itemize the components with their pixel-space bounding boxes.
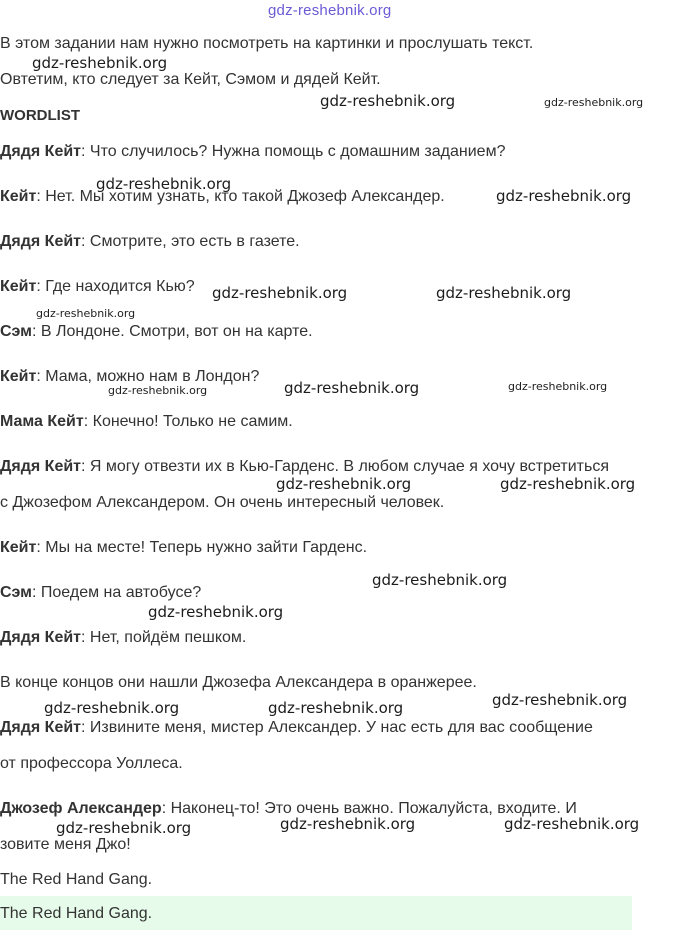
watermark: gdz-reshebnik.org bbox=[504, 815, 640, 833]
dialogue-line bbox=[0, 718, 593, 738]
speech-text: : Что случилось? Нужна помощь с домашним заданием? bbox=[81, 143, 506, 160]
site-header-link[interactable]: gdz-reshebnik.org bbox=[268, 2, 392, 19]
speech-text: : В Лондоне. Смотри, вот он на карте. bbox=[32, 323, 313, 340]
dialogue-line bbox=[0, 232, 300, 252]
wordlist-heading: WORDLIST bbox=[0, 107, 80, 124]
speech-text: : Где находится Кью? bbox=[36, 278, 195, 295]
speech-text: : Поедем на автобусе? bbox=[32, 584, 202, 601]
speech-text: : Нет. Мы хотим узнать, кто такой Джозеф Александер. bbox=[36, 188, 445, 205]
speech-text: : Наконец-то! Это очень важно. Пожалуйста, входите. И bbox=[161, 800, 577, 817]
watermark: gdz-reshebnik.org bbox=[268, 699, 404, 717]
dialogue-line bbox=[0, 142, 505, 162]
speech-text: : Мама, можно нам в Лондон? bbox=[36, 368, 260, 385]
speaker-name: Сэм bbox=[0, 323, 33, 340]
watermark: gdz-reshebnik.org bbox=[280, 815, 416, 833]
speaker-name: Сэм bbox=[0, 584, 33, 601]
speaker-name: Кейт bbox=[0, 368, 37, 385]
watermark: gdz-reshebnik.org bbox=[44, 699, 180, 717]
speech-text: : Нет, пойдём пешком. bbox=[81, 629, 247, 646]
gang-title-highlighted: The Red Hand Gang. bbox=[0, 905, 153, 922]
speech-text: : Мы на месте! Теперь нужно зайти Гарденс. bbox=[36, 539, 368, 556]
speaker-name: Джозеф Александер bbox=[0, 800, 162, 817]
watermark: gdz-reshebnik.org bbox=[276, 475, 412, 493]
speaker-name: Дядя Кейт bbox=[0, 458, 82, 475]
speaker-name: Кейт bbox=[0, 188, 37, 205]
intro-line-2: Овтетим, кто следует за Кейт, Сэмом и дядей Кейт. bbox=[0, 71, 381, 88]
speech-text: : Конечно! Только не самим. bbox=[83, 413, 293, 430]
watermark: gdz-reshebnik.org bbox=[108, 384, 208, 397]
watermark: gdz-reshebnik.org bbox=[496, 187, 632, 205]
dialogue-line bbox=[0, 583, 201, 603]
dialogue-continuation: от профессора Уоллеса. bbox=[0, 755, 183, 772]
gang-title: The Red Hand Gang. bbox=[0, 871, 153, 888]
watermark: gdz-reshebnik.org bbox=[436, 284, 572, 302]
watermark: gdz-reshebnik.org bbox=[372, 571, 508, 589]
speech-text: : Смотрите, это есть в газете. bbox=[81, 233, 300, 250]
watermark: gdz-reshebnik.org bbox=[320, 92, 456, 110]
speaker-name: Кейт bbox=[0, 539, 37, 556]
watermark: gdz-reshebnik.org bbox=[212, 284, 348, 302]
dialogue-line bbox=[0, 412, 293, 432]
dialogue-line bbox=[0, 628, 246, 648]
watermark: gdz-reshebnik.org bbox=[508, 380, 608, 393]
watermark: gdz-reshebnik.org bbox=[148, 603, 284, 621]
watermark: gdz-reshebnik.org bbox=[96, 175, 232, 193]
speaker-name: Дядя Кейт bbox=[0, 629, 82, 646]
speaker-name: Дядя Кейт bbox=[0, 719, 82, 736]
dialogue-line bbox=[0, 457, 609, 477]
watermark: gdz-reshebnik.org bbox=[36, 307, 136, 320]
speaker-name: Мама Кейт bbox=[0, 413, 84, 430]
narration-line: В конце концов они нашли Джозефа Александера в оранжерее. bbox=[0, 674, 477, 691]
speaker-name: Кейт bbox=[0, 278, 37, 295]
watermark: gdz-reshebnik.org bbox=[492, 691, 628, 709]
watermark: gdz-reshebnik.org bbox=[544, 96, 644, 109]
watermark: gdz-reshebnik.org bbox=[32, 54, 168, 72]
watermark: gdz-reshebnik.org bbox=[56, 819, 192, 837]
speech-text: : Я могу отвезти их в Кью-Гарденс. В любом случае я хочу встретиться bbox=[81, 458, 609, 475]
dialogue-continuation: зовите меня Джо! bbox=[0, 836, 131, 853]
dialogue-line bbox=[0, 538, 367, 558]
speech-text: : Извините меня, мистер Александер. У нас есть для вас сообщение bbox=[81, 719, 593, 736]
speaker-name: Дядя Кейт bbox=[0, 143, 82, 160]
watermark: gdz-reshebnik.org bbox=[284, 379, 420, 397]
watermark: gdz-reshebnik.org bbox=[500, 475, 636, 493]
dialogue-line bbox=[0, 322, 313, 342]
dialogue-line bbox=[0, 277, 195, 297]
intro-line-1: В этом задании нам нужно посмотреть на картинки и прослушать текст. bbox=[0, 35, 534, 52]
dialogue-continuation: с Джозефом Александером. Он очень интересный человек. bbox=[0, 494, 445, 511]
speaker-name: Дядя Кейт bbox=[0, 233, 82, 250]
